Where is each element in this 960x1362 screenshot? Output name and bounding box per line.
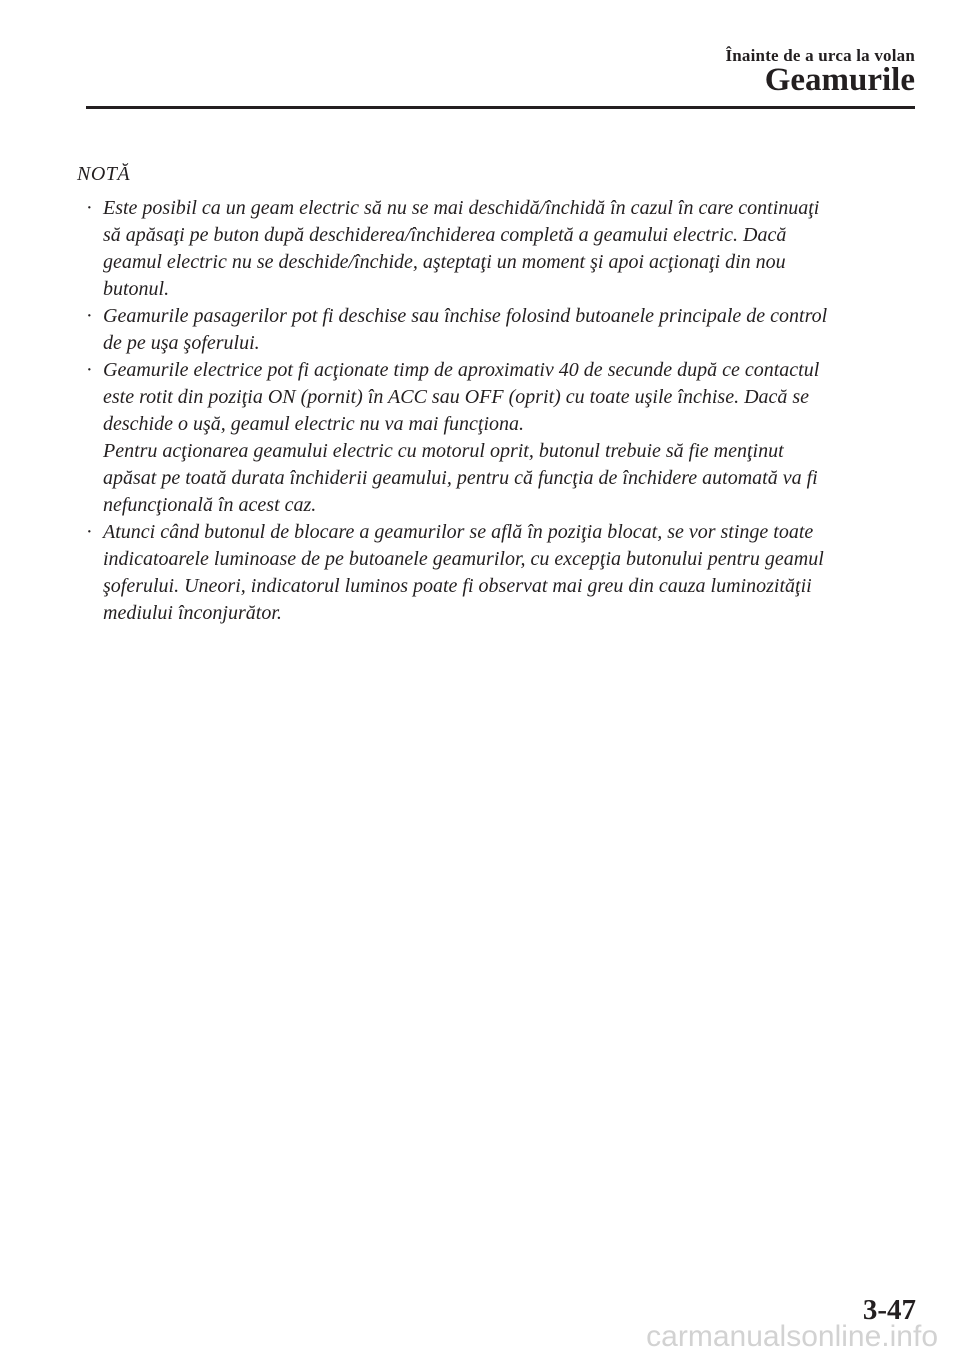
page-number: 3-47 xyxy=(862,1294,916,1326)
header-divider xyxy=(86,106,915,109)
note-heading: NOTĂ xyxy=(77,163,131,185)
watermark: carmanualsonline.info xyxy=(646,1320,938,1353)
bullet-dot-icon: · xyxy=(86,521,93,543)
page-title: Geamurile xyxy=(764,62,915,98)
note-item-text: Geamurile electrice pot fi acţionate timp de aproximativ 40 de secunde după ce contactul este rotit din poziţia ON (pornit) în ACC sau OFF (oprit) cu toate uşile închise. Dacă se deschide o uşă, geamul electric nu va mai funcţiona. Pentru acţionarea geamului electric cu motorul oprit, butonul trebuie să fie menţinut apăsat pe toată durata închiderii geamului, pentru că funcţia de închidere automată va fi nefuncţională în acest caz. xyxy=(103,359,820,516)
note-item xyxy=(77,357,917,519)
note-item xyxy=(77,519,917,627)
bullet-dot-icon: · xyxy=(86,359,93,381)
note-item xyxy=(77,195,917,303)
note-list xyxy=(77,195,917,627)
note-item-text: Atunci când butonul de blocare a geamurilor se află în poziţia blocat, se vor stinge toate indicatoarele luminoase de pe butoanele geamurilor, cu excepţia butonului pentru geamul şoferului. Uneori, indicatorul luminos poate fi observat mai greu din cauza luminozităţii mediului înconjurător. xyxy=(103,521,824,624)
note-item xyxy=(77,303,917,357)
note-item-text: Este posibil ca un geam electric să nu se mai deschidă/închidă în cazul în care continuaţi să apăsaţi pe buton după deschiderea/închiderea completă a geamului electric. Dacă geamul electric nu se deschide/închide, aşteptaţi un moment şi apoi acţionaţi din nou butonul. xyxy=(103,197,820,300)
bullet-dot-icon: · xyxy=(86,305,93,327)
note-item-text: Geamurile pasagerilor pot fi deschise sau închise folosind butoanele principale de control de pe uşa şoferului. xyxy=(103,305,828,354)
section-label: Înainte de a urca la volan xyxy=(725,46,915,65)
bullet-dot-icon: · xyxy=(86,197,93,219)
